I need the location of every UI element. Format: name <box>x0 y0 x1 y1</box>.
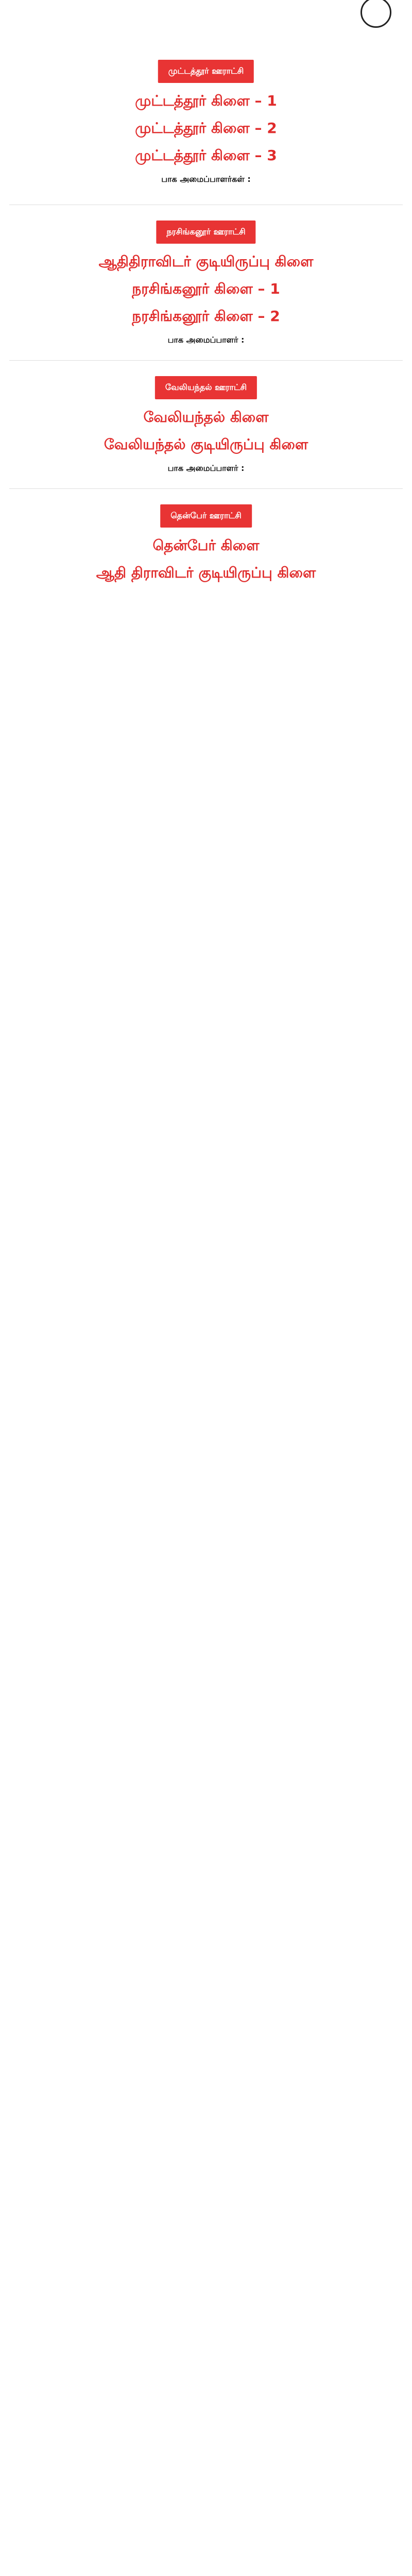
branch-title: நரசிங்கனூர் கிளை – 1 <box>132 280 280 297</box>
branch-title: ஆதி திராவிடர் குடியிருப்பு கிளை <box>96 564 316 581</box>
section-banner: தென்பேர் ஊராட்சி <box>160 504 252 528</box>
branch-title: நரசிங்கனூர் கிளை – 2 <box>132 308 280 325</box>
subhead: பாக அமைப்பாளர்கள் : <box>161 174 251 184</box>
divider <box>9 360 403 361</box>
divider <box>9 488 403 489</box>
branch-title: வேலியந்தல் குடியிருப்பு கிளை <box>104 436 308 453</box>
branch-title: முட்டத்தூர் கிளை – 3 <box>135 147 277 164</box>
logo-icon <box>360 0 391 28</box>
branch-title: தென்பேர் கிளை <box>152 537 260 554</box>
branch-title: ஆதிதிராவிடர் குடியிருப்பு கிளை <box>98 253 314 270</box>
subhead: பாக அமைப்பாளர் : <box>167 463 245 473</box>
section-banner: வேலியந்தல் ஊராட்சி <box>155 376 257 399</box>
subhead: பாக அமைப்பாளர் : <box>167 335 245 345</box>
top-bar <box>0 0 412 36</box>
branch-title: முட்டத்தூர் கிளை – 1 <box>135 92 277 109</box>
branch-title: வேலியந்தல் கிளை <box>143 409 269 426</box>
section-banner: முட்டத்தூர் ஊராட்சி <box>158 60 254 83</box>
branch-title: முட்டத்தூர் கிளை – 2 <box>135 120 277 137</box>
section-banner: நரசிங்கனூர் ஊராட்சி <box>156 221 255 244</box>
